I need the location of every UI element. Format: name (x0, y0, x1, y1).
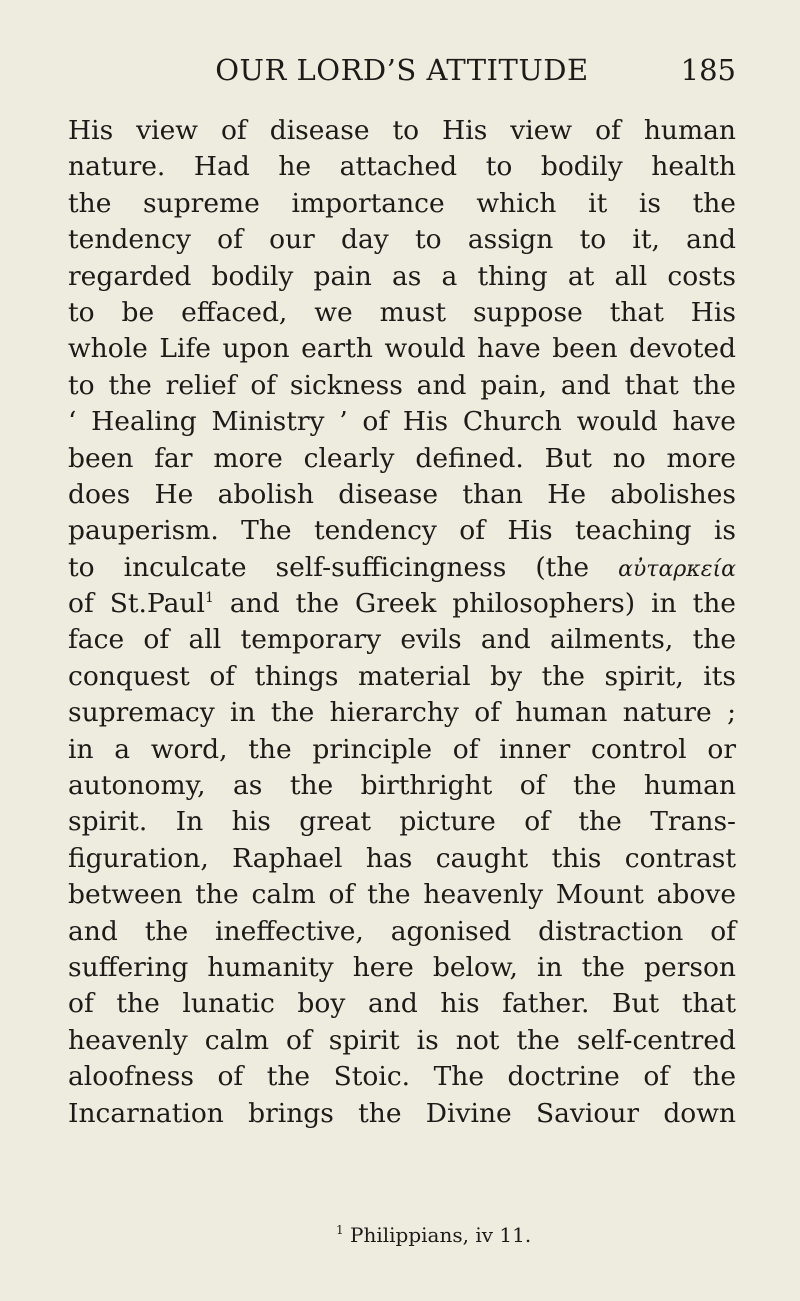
text-line: regarded bodily pain as a thing at all costs (68, 260, 736, 292)
text-line: between the calm of the heavenly Mount above (68, 879, 736, 911)
running-title: OUR LORD’S ATTITUDE (215, 53, 589, 87)
text-line: nature. Had he attached to bodily health (68, 151, 736, 183)
running-head (68, 52, 736, 88)
text-line (68, 550, 736, 586)
page-number: 185 (680, 53, 736, 87)
text-line: tendency of our day to assign to it, and (68, 224, 736, 256)
text-line: figuration, Raphael has caught this contrast (68, 842, 736, 874)
footnote-text: Philippians, iv 11. (350, 1223, 532, 1247)
text-line: of the lunatic boy and his father. But that (68, 988, 736, 1020)
footnote-reference: 1 (204, 590, 214, 607)
text-line: the supreme importance which it is the (68, 187, 736, 219)
text-span: to inculcate self-sufficingness (the (68, 551, 590, 583)
text-line: face of all temporary evils and ailments, the (68, 624, 736, 656)
text-line: Incarnation brings the Divine Saviour down (68, 1097, 736, 1129)
body-text (68, 113, 736, 1132)
text-line: autonomy, as the birthright of the human (68, 770, 736, 802)
text-line: pauperism. The tendency of His teaching is (68, 515, 736, 547)
text-line: to be effaced, we must suppose that His (68, 296, 736, 328)
text-line: supremacy in the hierarchy of human nature ; (68, 697, 736, 729)
text-line (68, 586, 736, 622)
text-line: does He abolish disease than He abolishes (68, 478, 736, 510)
text-line: His view of disease to His view of human (68, 115, 736, 146)
text-line: ‘ Healing Ministry ’ of His Church would have (68, 406, 736, 438)
footnote (336, 1222, 531, 1248)
text-line: been far more clearly defined. But no more (68, 442, 736, 474)
text-line: heavenly calm of spirit is not the self-centred (68, 1024, 736, 1056)
text-line: aloofness of the Stoic. The doctrine of the (68, 1061, 736, 1093)
text-line: spirit. In his great picture of the Trans- (68, 806, 736, 838)
text-line: whole Life upon earth would have been devoted (68, 333, 736, 365)
text-line: in a word, the principle of inner control or (68, 733, 736, 765)
text-span: and the Greek philosophers) in the (229, 588, 736, 620)
footnote-marker: 1 (336, 1223, 344, 1237)
text-line: and the ineffective, agonised distraction of (68, 915, 736, 947)
greek-word: αὐταρκεία (618, 556, 736, 582)
text-span: of St.Paul (68, 588, 205, 620)
text-line: to the relief of sickness and pain, and that the (68, 369, 736, 401)
text-line: suffering humanity here below, in the person (68, 951, 736, 983)
text-line: conquest of things material by the spirit, its (68, 660, 736, 692)
